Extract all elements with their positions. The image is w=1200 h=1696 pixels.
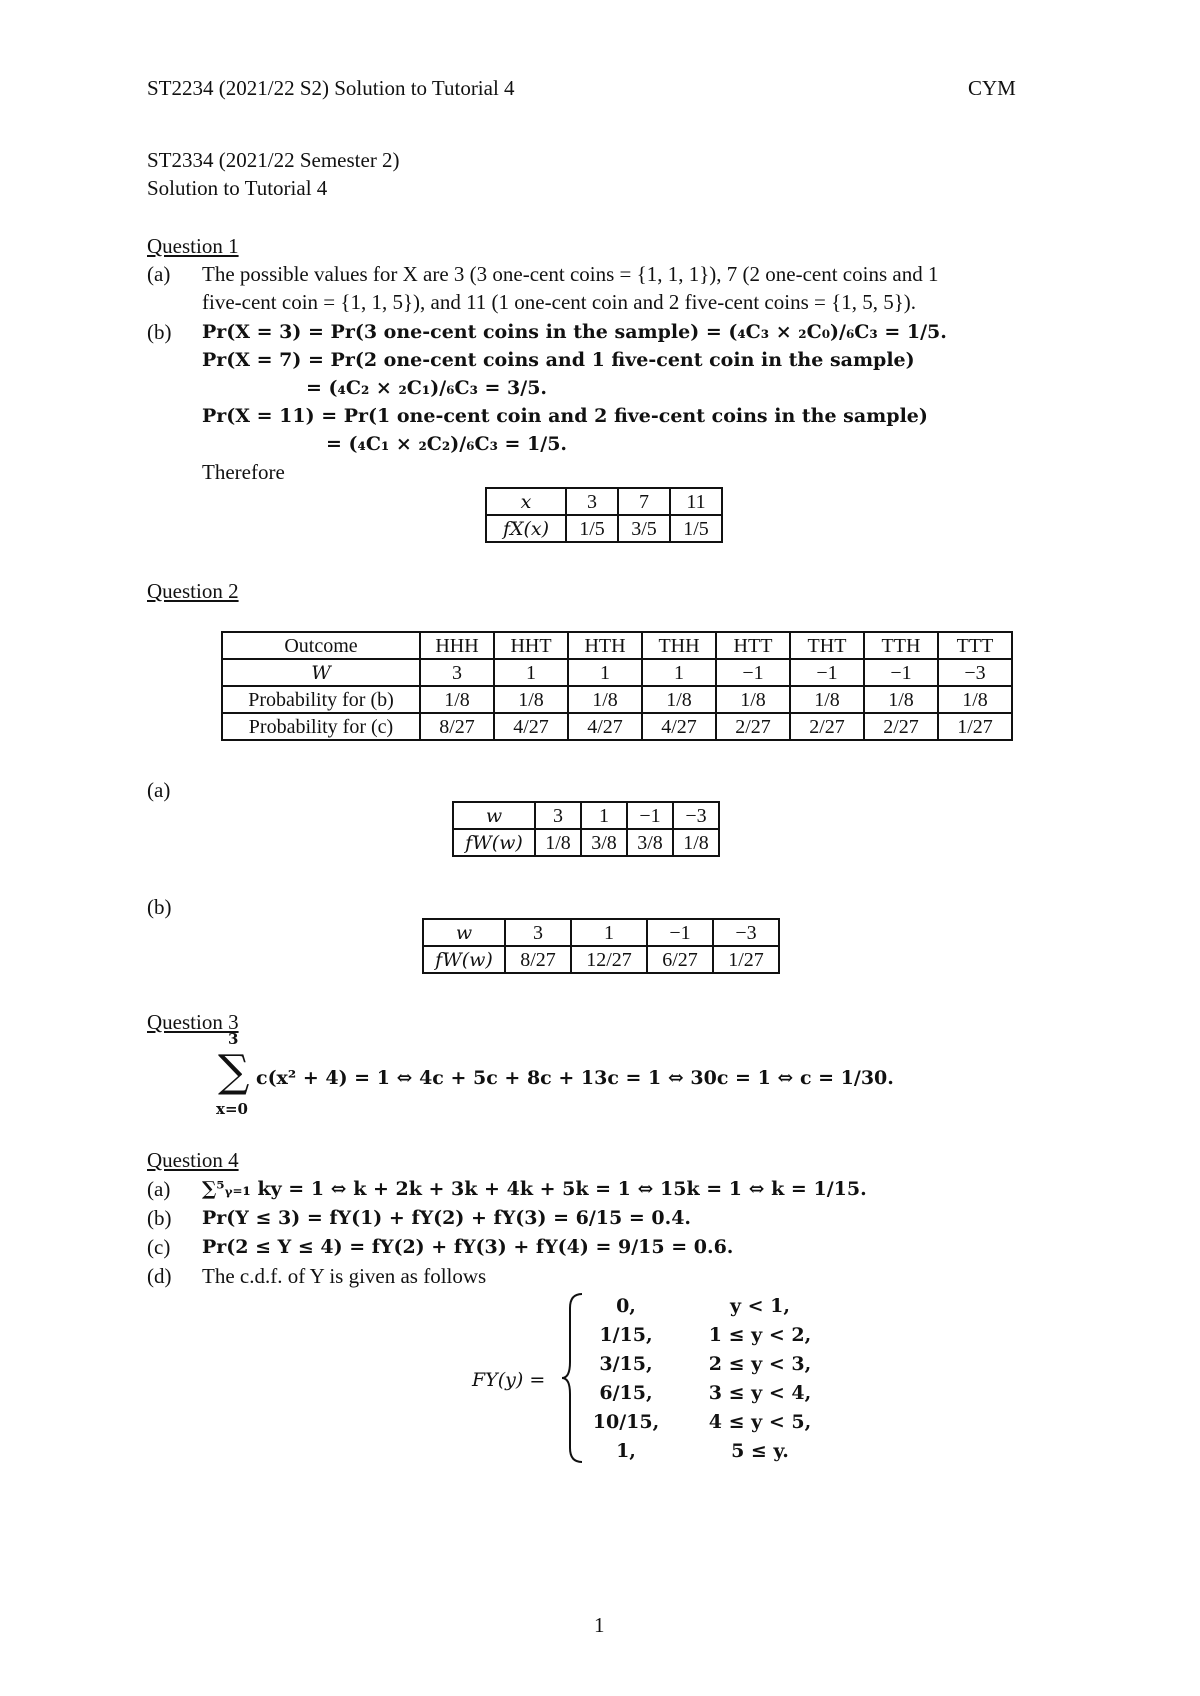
table-cell: 3 [566, 488, 618, 515]
table-cell: 1/8 [864, 686, 938, 713]
table-cell: 4/27 [642, 713, 716, 740]
table-cell: TTT [938, 632, 1012, 659]
table-cell: x [486, 488, 566, 515]
cdf-value: 0, [616, 1295, 636, 1317]
table-cell: fW(w) [453, 829, 535, 856]
table-cell: TTH [864, 632, 938, 659]
table-cell: −1 [790, 659, 864, 686]
doc-title-line1: ST2334 (2021/22 Semester 2) [147, 148, 400, 172]
table-row [423, 919, 779, 946]
q3-sum-lower-limit: x=0 [216, 1100, 248, 1118]
table-row [486, 515, 722, 542]
table-cell: THH [642, 632, 716, 659]
table-cell: 6/27 [647, 946, 713, 973]
table-row [453, 802, 719, 829]
table-cell: −1 [627, 802, 673, 829]
q1-a-label: (a) [147, 262, 171, 286]
table-cell: 1 [581, 802, 627, 829]
table-cell: 1/5 [670, 515, 722, 542]
q3-heading: Question 3 [147, 1010, 239, 1034]
table-row [222, 632, 1012, 659]
q3-equation: c(x² + 4) = 1 ⇔ 4c + 5c + 8c + 13c = 1 ⇔ 30c = 1 ⇔ c = 1/30. [256, 1067, 894, 1089]
table-cell: 7 [618, 488, 670, 515]
q1-heading: Question 1 [147, 234, 239, 258]
table-cell: HTH [568, 632, 642, 659]
table-cell: 3 [420, 659, 494, 686]
table-cell: Probability for (c) [222, 713, 420, 740]
q2-b-label: (b) [147, 895, 172, 919]
table-cell: 1/8 [568, 686, 642, 713]
q1-b-line4: Pr(X = 11) = Pr(1 one-cent coin and 2 five-cent coins in the sample) [202, 405, 928, 427]
table-cell: 2/27 [716, 713, 790, 740]
q1-a-line1: The possible values for X are 3 (3 one-cent coins = {1, 1, 1}), 7 (2 one-cent coins and 1 [202, 262, 939, 286]
q2-b-table [422, 918, 780, 974]
table-cell: 1/8 [535, 829, 581, 856]
table-cell: 1/8 [790, 686, 864, 713]
cdf-value: 1/15, [599, 1324, 653, 1346]
q4-c-text: Pr(2 ≤ Y ≤ 4) = fY(2) + fY(3) + fY(4) = 9/15 = 0.6. [202, 1236, 734, 1258]
table-cell: 3/8 [627, 829, 673, 856]
table-cell: 2/27 [864, 713, 938, 740]
table-cell: 4/27 [494, 713, 568, 740]
q1-therefore: Therefore [202, 460, 285, 484]
table-cell: 3 [535, 802, 581, 829]
q1-b-label: (b) [147, 320, 172, 344]
table-cell: 1 [494, 659, 568, 686]
table-row [222, 713, 1012, 740]
table-cell: Outcome [222, 632, 420, 659]
table-cell: 12/27 [571, 946, 647, 973]
table-cell: 1/8 [420, 686, 494, 713]
cdf-value: 10/15, [592, 1411, 660, 1433]
table-cell: −1 [716, 659, 790, 686]
table-cell: 8/27 [505, 946, 571, 973]
cdf-condition: y < 1, [729, 1295, 791, 1317]
q4-d-label: (d) [147, 1264, 172, 1288]
table-cell: −3 [713, 919, 779, 946]
table-cell: 3/5 [618, 515, 670, 542]
table-cell: fW(w) [423, 946, 505, 973]
q4-heading: Question 4 [147, 1148, 239, 1172]
q2-a-table [452, 801, 720, 857]
table-cell: 1/8 [716, 686, 790, 713]
q2-heading: Question 2 [147, 579, 239, 603]
cdf-condition: 5 ≤ y. [731, 1440, 789, 1462]
table-cell: THT [790, 632, 864, 659]
q4-a-label: (a) [147, 1177, 171, 1201]
q4-b-label: (b) [147, 1206, 172, 1230]
cdf-condition: 1 ≤ y < 2, [708, 1324, 812, 1346]
table-cell: −1 [647, 919, 713, 946]
table-cell: 8/27 [420, 713, 494, 740]
page-number: 1 [594, 1613, 605, 1637]
table-cell: HTT [716, 632, 790, 659]
q4-a-text: ∑⁵ᵧ₌₁ ky = 1 ⇔ k + 2k + 3k + 4k + 5k = 1 ⇔ 15k = 1 ⇔ k = 1/15. [202, 1178, 867, 1200]
table-row [423, 946, 779, 973]
table-cell: 2/27 [790, 713, 864, 740]
table-cell: W [222, 659, 420, 686]
table-cell: 1 [642, 659, 716, 686]
table-cell: −1 [864, 659, 938, 686]
table-cell: fX(x) [486, 515, 566, 542]
cdf-condition: 2 ≤ y < 3, [708, 1353, 812, 1375]
cdf-value: 1, [616, 1440, 636, 1462]
table-cell: w [423, 919, 505, 946]
q1-a-line2: five-cent coin = {1, 1, 5}), and 11 (1 one-cent coin and 2 five-cent coins = {1, 5, 5}). [202, 290, 917, 314]
table-row [222, 659, 1012, 686]
table-cell: 1/8 [673, 829, 719, 856]
table-cell: 3/8 [581, 829, 627, 856]
cdf-condition: 3 ≤ y < 4, [708, 1382, 812, 1404]
q2-a-label: (a) [147, 778, 171, 802]
cdf-value: 6/15, [599, 1382, 653, 1404]
q4-c-label: (c) [147, 1235, 171, 1259]
table-row [486, 488, 722, 515]
running-header-right: CYM [968, 76, 1016, 100]
q2-outcome-table [221, 631, 1013, 741]
running-header-left: ST2234 (2021/22 S2) Solution to Tutorial 4 [147, 76, 515, 100]
table-cell: HHT [494, 632, 568, 659]
table-cell: 1/8 [938, 686, 1012, 713]
table-cell: −3 [938, 659, 1012, 686]
table-cell: 1/27 [938, 713, 1012, 740]
q1-b-line3: = (₄C₂ × ₂C₁)/₆C₃ = 3/5. [306, 377, 548, 399]
doc-title-line2: Solution to Tutorial 4 [147, 176, 328, 200]
table-cell: 1/8 [494, 686, 568, 713]
q1-b-line1: Pr(X = 3) = Pr(3 one-cent coins in the sample) = (₄C₃ × ₂C₀)/₆C₃ = 1/5. [202, 321, 947, 343]
table-cell: 1 [571, 919, 647, 946]
table-cell: Probability for (b) [222, 686, 420, 713]
table-cell: HHH [420, 632, 494, 659]
table-cell: w [453, 802, 535, 829]
table-row [222, 686, 1012, 713]
table-cell: 1 [568, 659, 642, 686]
q1-b-line5: = (₄C₁ × ₂C₂)/₆C₃ = 1/5. [326, 433, 568, 455]
q1-b-line2: Pr(X = 7) = Pr(2 one-cent coins and 1 five-cent coin in the sample) [202, 349, 915, 371]
cdf-lhs: FY(y) = [472, 1369, 546, 1391]
q3-sum-upper-limit: 3 [228, 1030, 239, 1048]
table-cell: 4/27 [568, 713, 642, 740]
q1-distribution-table [485, 487, 723, 543]
table-cell: 1/27 [713, 946, 779, 973]
cdf-value: 3/15, [599, 1353, 653, 1375]
table-cell: 11 [670, 488, 722, 515]
table-cell: −3 [673, 802, 719, 829]
table-cell: 1/5 [566, 515, 618, 542]
q4-b-text: Pr(Y ≤ 3) = fY(1) + fY(2) + fY(3) = 6/15 = 0.4. [202, 1207, 692, 1229]
cdf-condition: 4 ≤ y < 5, [708, 1411, 812, 1433]
left-brace-icon [560, 1292, 588, 1464]
table-cell: 1/8 [642, 686, 716, 713]
table-cell: 3 [505, 919, 571, 946]
q3-sum-sigma: ∑ [218, 1046, 250, 1097]
table-row [453, 829, 719, 856]
q4-d-text: The c.d.f. of Y is given as follows [202, 1264, 487, 1288]
